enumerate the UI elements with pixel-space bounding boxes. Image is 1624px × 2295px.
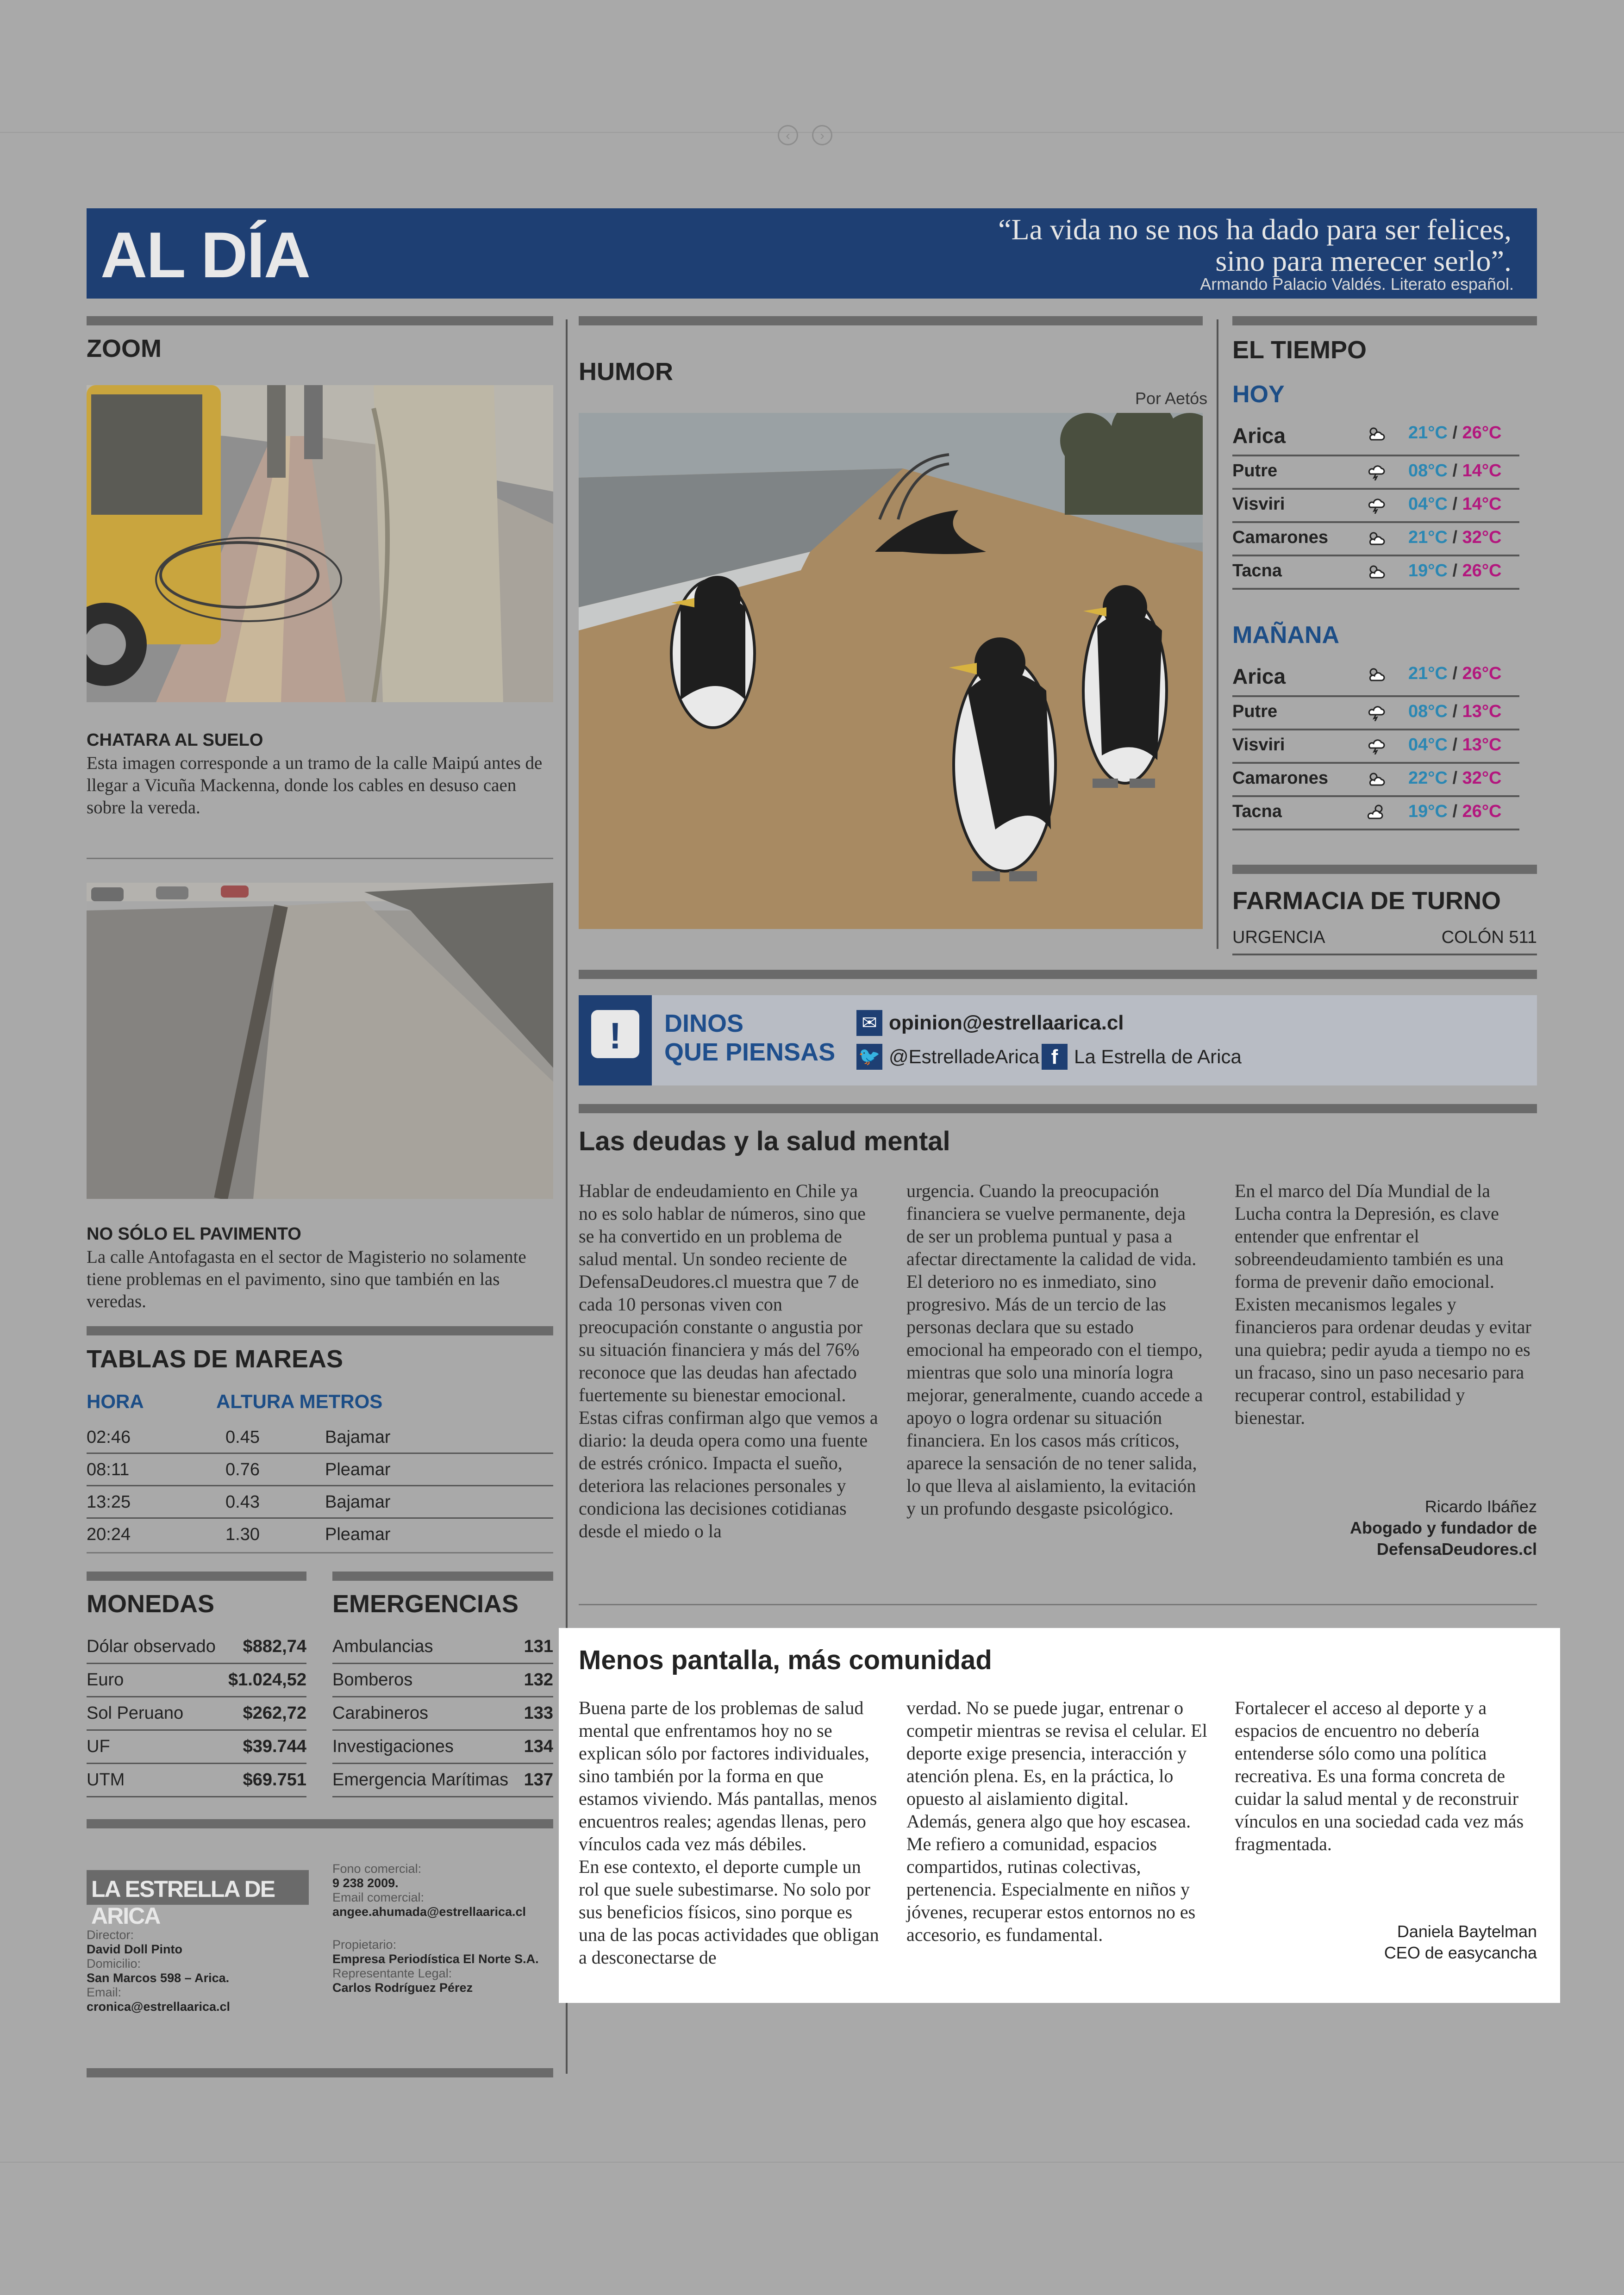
table-row: Carabineros 133 xyxy=(332,1696,553,1731)
pharmacy-rule xyxy=(1232,865,1537,874)
storm-icon xyxy=(1367,462,1385,480)
currencies-title: MONEDAS xyxy=(87,1590,215,1618)
twitter-link[interactable]: 🐦 @EstrelladeArica xyxy=(856,1044,1039,1070)
article2-author-block xyxy=(1235,1921,1537,1964)
article1-author-block xyxy=(1235,1496,1537,1560)
exclamation-icon: ! xyxy=(591,1010,639,1058)
weather-today-table xyxy=(1232,417,1519,602)
article1-author: Ricardo Ibáñez xyxy=(1424,1497,1537,1516)
article2-column-2: verdad. No se puede jugar, entrenar o competir mientras se revisa el celular. El deporte exige presencia, interacción y atención plena. Es, en la práctica, lo opuesto al aislamiento digital. Además, genera algo que hoy escasea. Me refiero a comunidad, espacios compartidos, rutinas colectivas, pertenencia. Especialmente en niños y jóvenes, recuperar estos entornos no es accesorio, es fundamental. xyxy=(906,1697,1207,1945)
quote-line-2: sino para merecer serlo”. xyxy=(1215,244,1512,277)
table-row: Putre 08°C / 14°C xyxy=(1232,455,1519,490)
article2-column-1: Buena parte de los problemas de salud mental que enfrentamos hoy no se explican sólo por factores individuales, sino también por la forma en que estamos viviendo. Más pantallas, menos encuentros reales; agendas llenas, pero vínculos cada vez más débiles. En ese contexto, el deporte cumple un rol que suele subestimarse. No solo por sus beneficios físicos, sino porque es una de las pocas actividades que obligan a desconectarse de xyxy=(579,1697,879,1968)
sun-cloud-icon xyxy=(1367,562,1385,580)
tides-col-height: ALTURA METROS xyxy=(216,1391,383,1412)
sun-cloud-icon xyxy=(1367,529,1385,547)
emergencies-title: EMERGENCIAS xyxy=(332,1590,519,1618)
table-row: Emergencia Marítimas 137 xyxy=(332,1763,553,1797)
table-row: 13:25 0.43 Bajamar xyxy=(87,1485,553,1519)
table-row: Dólar observado $882,74 xyxy=(87,1629,306,1664)
table-row: Euro $1.024,52 xyxy=(87,1663,306,1697)
storm-icon xyxy=(1367,703,1385,721)
tides-rule xyxy=(87,1326,553,1335)
facebook-icon: f xyxy=(1042,1044,1068,1070)
table-row: 08:11 0.76 Pleamar xyxy=(87,1453,553,1486)
article1-column-3: En el marco del Día Mundial de la Lucha contra la Depresión, es clave entender que enfrentar el sobreendeudamiento también es una forma de prevenir daño emocional. Existen mecanismos legales y financieros para ordenar deudas y evitar una quiebra; pedir ayuda a tiempo no es un fracaso, sino un paso necesario para recuperar control, estabilidad y bienestar. xyxy=(1235,1180,1531,1428)
photo1-caption-text: Esta imagen corresponde a un tramo de la calle Maipú antes de llegar a Vicuña Mackenna, donde los cables en desuso caen sobre la vereda. xyxy=(87,753,543,817)
zoom-photo-cables xyxy=(87,385,553,702)
zoom-photo-pavement xyxy=(87,883,553,1199)
article1-author-org: DefensaDeudores.cl xyxy=(1376,1540,1537,1559)
tides-bottom-rule xyxy=(87,1552,553,1553)
sun-cloud-icon xyxy=(1367,769,1385,788)
cloud-sun-icon xyxy=(1367,803,1385,821)
table-row: 20:24 1.30 Pleamar xyxy=(87,1525,391,1544)
table-row: Sol Peruano $262,72 xyxy=(87,1696,306,1731)
table-row: Bomberos 132 xyxy=(332,1663,553,1697)
zoom-title: ZOOM xyxy=(87,335,162,362)
quote-author: Armando Palacio Valdés. Literato español. xyxy=(1200,274,1514,293)
photo2-caption-text: La calle Antofagasta en el sector de Magisterio no solamente tiene problemas en el pavimento, sino que también en las veredas. xyxy=(87,1247,526,1311)
article2-author: Daniela Baytelman xyxy=(1397,1922,1537,1941)
article1-title: Las deudas y la salud mental xyxy=(579,1126,950,1156)
article1-column-1: Hablar de endeudamiento en Chile ya no es solo hablar de números, sino que se ha convertido en un problema de salud mental. Un sondeo reciente de DefensaDeudores.cl muestra que 7 de cada 10 personas viven con preocupación constante o angustia por su situación financiera y más del 76% reconoce que las deudas han afectado fuertemente su bienestar emocional. Estas cifras confirman algo que vemos a diario: la deuda opera como una fuente de estrés crónico. Impacta el sueño, deteriora las relaciones personales y condiciona las decisiones cotidianas desde el miedo o la xyxy=(579,1180,878,1541)
pharmacy-row xyxy=(1232,921,1537,955)
table-row: Arica 21°C / 26°C xyxy=(1232,417,1519,456)
humor-title: HUMOR xyxy=(579,358,673,386)
table-row: Investigaciones 134 xyxy=(332,1729,553,1764)
photo2-caption-title: NO SÓLO EL PAVIMENTO xyxy=(87,1224,301,1244)
sun-cloud-icon xyxy=(1367,424,1385,443)
twitter-icon: 🐦 xyxy=(856,1044,882,1070)
newspaper-logo: LA ESTRELLA DE ARICA xyxy=(87,1870,309,1905)
table-row: Tacna 19°C / 26°C xyxy=(1232,795,1519,830)
pharmacy-address: COLÓN 511 xyxy=(1441,928,1537,947)
humor-cartoon xyxy=(579,413,1203,929)
pharmacy-title: FARMACIA DE TURNO xyxy=(1232,887,1501,915)
weather-today-label: HOY xyxy=(1232,381,1285,408)
section-title: AL DÍA xyxy=(100,218,310,291)
quote-line-1: “La vida no se nos ha dado para ser felices, xyxy=(998,213,1512,246)
table-row: Tacna 19°C / 26°C xyxy=(1232,555,1519,590)
opinion-badge xyxy=(579,995,652,1085)
table-row: 02:46 0.45 Bajamar xyxy=(87,1420,553,1454)
mail-icon: ✉ xyxy=(856,1010,882,1036)
table-row: Putre 08°C / 13°C xyxy=(1232,695,1519,730)
banner-quote xyxy=(817,214,1512,277)
article2-title: Menos pantalla, más comunidad xyxy=(579,1645,992,1675)
storm-icon xyxy=(1367,495,1385,514)
table-row: Arica 21°C / 26°C xyxy=(1232,657,1519,697)
penguin-slipping xyxy=(671,576,755,728)
article1-author-role: Abogado y fundador de xyxy=(1350,1518,1537,1537)
table-row: UTM $69.751 xyxy=(87,1763,306,1797)
photo1-caption-title: CHATARA AL SUELO xyxy=(87,730,263,750)
opinion-email-link[interactable]: ✉ opinion@estrellaarica.cl xyxy=(856,1010,1124,1036)
article1-column-2: urgencia. Cuando la preocupación financiera se vuelve permanente, deja de ser un problema puntual y pasa a afectar directamente la calidad de vida. El deterioro no es inmediato, sino progresivo. Más de un tercio de las personas declara que su estado emocional ha empeorado con el tiempo, mientras que solo una minoría logra mejorar, generalmente, cuando accede a apoyo o logra ordenar su situación financiera. En los casos más críticos, aparece la sensación de no tener salida, lo que lleva al aislamiento, la evitación y un profundo desgaste psicológico. xyxy=(906,1180,1203,1519)
table-row: UF $39.744 xyxy=(87,1729,306,1764)
prev-page-button[interactable]: ‹ xyxy=(778,125,798,145)
footer-contact-right: Fono comercial: 9 238 2009. Email comercial: angee.ahumada@estrellaarica.cl Propietario: Empresa Periodística El Norte S.A. Representante Legal: Carlos Rodríguez Pérez xyxy=(332,1862,539,1995)
next-page-button[interactable]: › xyxy=(812,125,832,145)
page-nav xyxy=(778,125,832,145)
table-row: Camarones 22°C / 32°C xyxy=(1232,762,1519,797)
dinos-top-rule xyxy=(579,970,1537,979)
zoom-divider xyxy=(87,858,553,859)
viewer-bottom-divider xyxy=(0,2162,1624,2163)
dinos-heading: DINOS QUE PIENSAS xyxy=(664,1010,836,1066)
weather-tomorrow-label: MAÑANA xyxy=(1232,622,1340,649)
table-row: Camarones 21°C / 32°C xyxy=(1232,521,1519,556)
footer-contact-left: Director: David Doll Pinto Domicilio: San Marcos 598 – Arica. Email: cronica@estrellaarica.cl xyxy=(87,1928,231,2014)
emergencies-rule xyxy=(332,1572,553,1581)
weather-tomorrow-table xyxy=(1232,657,1519,842)
tides-table xyxy=(87,1388,553,1544)
tides-title: TABLAS DE MAREAS xyxy=(87,1345,344,1373)
table-row: Ambulancias 131 xyxy=(332,1629,553,1664)
footer-top-rule xyxy=(87,1819,553,1828)
facebook-link[interactable]: f La Estrella de Arica xyxy=(1042,1044,1242,1070)
weather-title: EL TIEMPO xyxy=(1232,336,1367,364)
table-row: Visviri 04°C / 14°C xyxy=(1232,488,1519,523)
zoom-rule xyxy=(87,316,553,325)
humor-rule xyxy=(579,316,1203,325)
dinos-que-piensas-box xyxy=(579,995,1537,1085)
article1-bottom-rule xyxy=(579,1604,1537,1605)
section-banner xyxy=(87,208,1537,299)
emergencies-table xyxy=(332,1629,553,1796)
table-row: Visviri 04°C / 13°C xyxy=(1232,729,1519,764)
column-divider-right xyxy=(1217,319,1218,949)
humor-byline: Por Aetós xyxy=(1135,389,1208,408)
pharmacy-name: URGENCIA xyxy=(1232,928,1325,947)
currencies-table xyxy=(87,1629,306,1796)
sun-cloud-icon xyxy=(1367,665,1385,683)
footer-bottom-rule xyxy=(87,2068,553,2077)
storm-icon xyxy=(1367,736,1385,755)
article1-top-rule xyxy=(579,1104,1537,1113)
article2-column-3: Fortalecer el acceso al deporte y a espacios de encuentro no debería entenderse sólo como una política recreativa. Es una forma concreta de cuidar la salud mental y de reconstruir vínculos en una sociedad cada vez más fragmentada. xyxy=(1235,1697,1524,1854)
tides-col-hour: HORA xyxy=(87,1391,144,1412)
currencies-rule xyxy=(87,1572,306,1581)
weather-rule xyxy=(1232,316,1537,325)
article2-author-role: CEO de easycancha xyxy=(1384,1943,1537,1962)
